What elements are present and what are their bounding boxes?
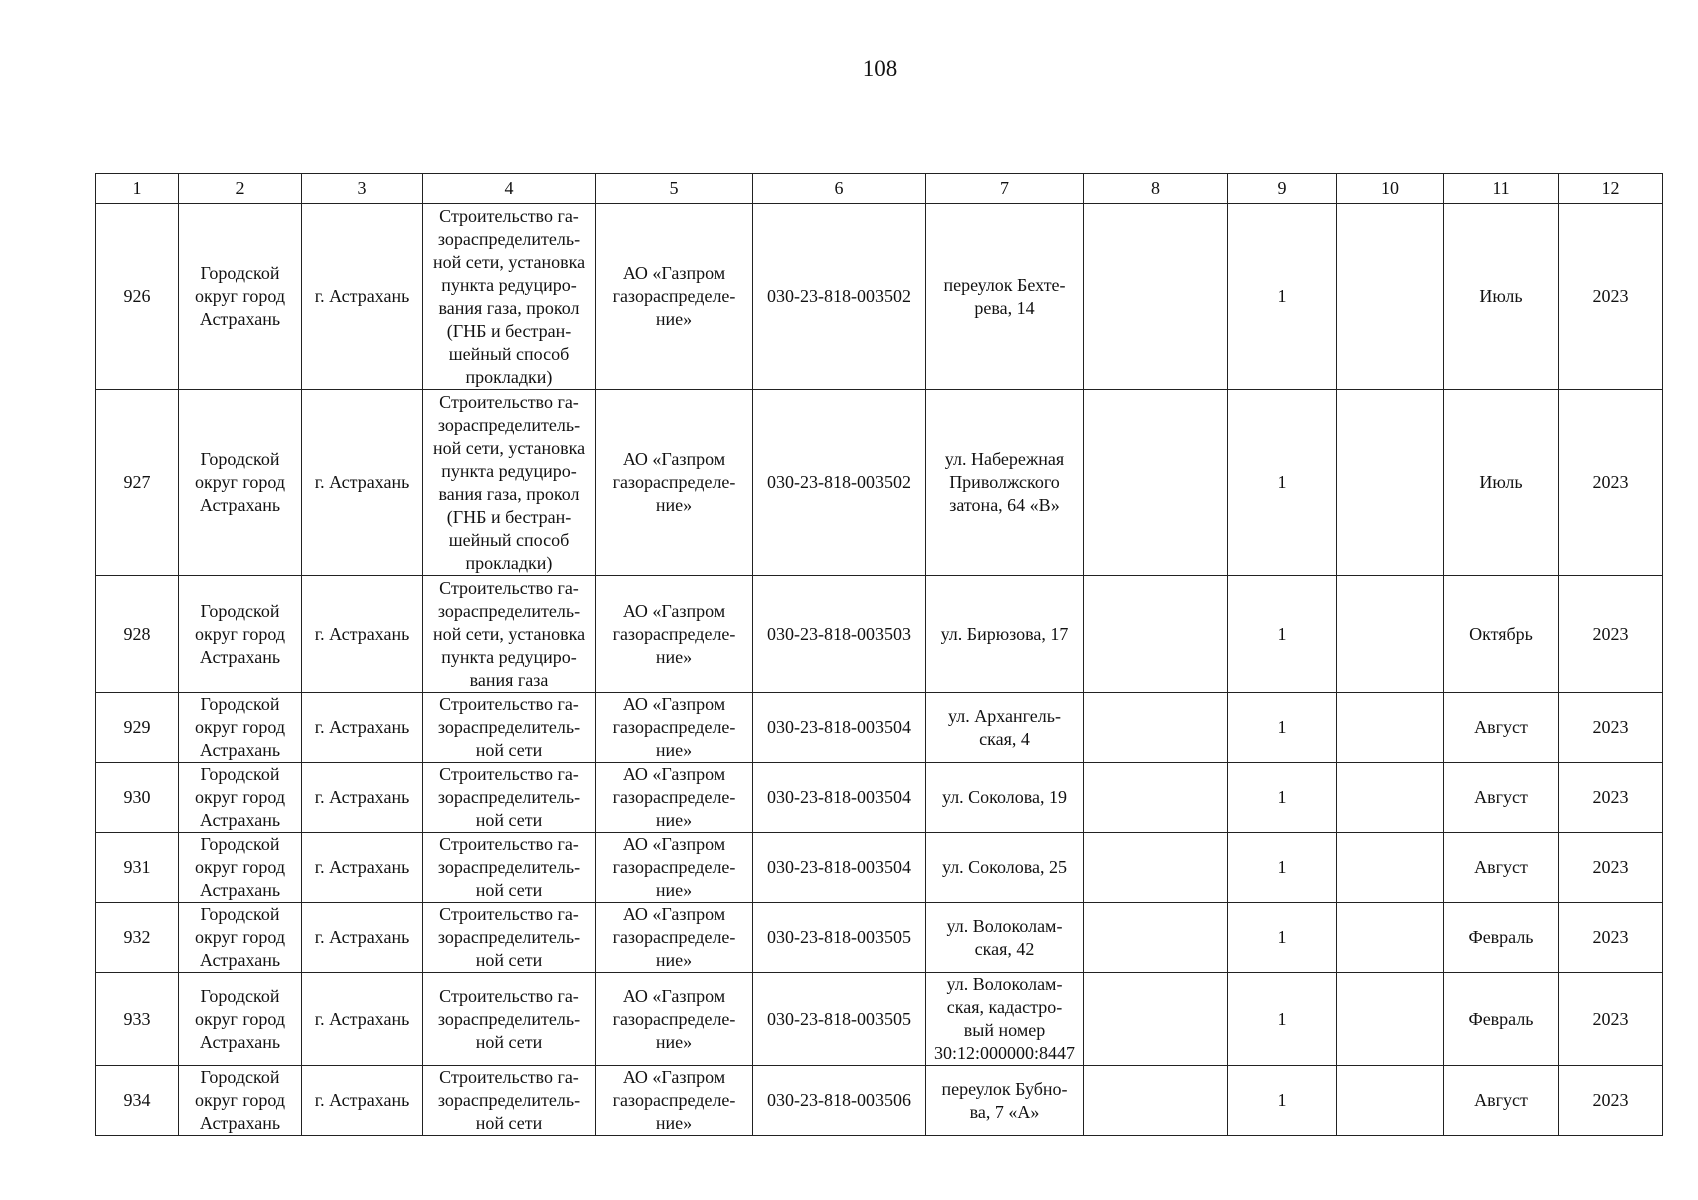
col10-cell xyxy=(1337,693,1444,763)
col9-cell: 1 xyxy=(1228,693,1337,763)
city-cell: г. Астрахань xyxy=(302,576,423,693)
row-number: 929 xyxy=(96,693,179,763)
year-cell: 2023 xyxy=(1559,693,1663,763)
year-cell: 2023 xyxy=(1559,204,1663,390)
code-cell: 030-23-818-003504 xyxy=(753,833,926,903)
work-cell: Строительство га- зораспределитель- ной сети xyxy=(423,903,596,973)
district-cell: Городской округ город Астрахань xyxy=(179,833,302,903)
code-cell: 030-23-818-003505 xyxy=(753,903,926,973)
column-header: 4 xyxy=(423,174,596,204)
col10-cell xyxy=(1337,973,1444,1066)
month-cell: Август xyxy=(1444,833,1559,903)
row-number: 934 xyxy=(96,1066,179,1136)
work-cell: Строительство га- зораспределитель- ной сети xyxy=(423,693,596,763)
row-number: 932 xyxy=(96,903,179,973)
column-header: 9 xyxy=(1228,174,1337,204)
year-cell: 2023 xyxy=(1559,390,1663,576)
district-cell: Городской округ город Астрахань xyxy=(179,973,302,1066)
col8-cell xyxy=(1084,693,1228,763)
column-header: 5 xyxy=(596,174,753,204)
address-cell: ул. Соколова, 19 xyxy=(926,763,1084,833)
page-number: 108 xyxy=(862,56,898,81)
org-cell: АО «Газпром газораспределе- ние» xyxy=(596,973,753,1066)
address-cell: ул. Волоколам- ская, 42 xyxy=(926,903,1084,973)
city-cell: г. Астрахань xyxy=(302,693,423,763)
col9-cell: 1 xyxy=(1228,763,1337,833)
table-row xyxy=(96,390,1663,576)
column-header: 2 xyxy=(179,174,302,204)
address-cell: ул. Набережная Приволжского затона, 64 «В» xyxy=(926,390,1084,576)
col8-cell xyxy=(1084,1066,1228,1136)
org-cell: АО «Газпром газораспределе- ние» xyxy=(596,390,753,576)
register-table xyxy=(95,173,1663,1136)
work-cell: Строительство га- зораспределитель- ной сети xyxy=(423,1066,596,1136)
col9-cell: 1 xyxy=(1228,390,1337,576)
district-cell: Городской округ город Астрахань xyxy=(179,204,302,390)
col8-cell xyxy=(1084,576,1228,693)
code-cell: 030-23-818-003505 xyxy=(753,973,926,1066)
district-cell: Городской округ город Астрахань xyxy=(179,1066,302,1136)
code-cell: 030-23-818-003504 xyxy=(753,693,926,763)
district-cell: Городской округ город Астрахань xyxy=(179,763,302,833)
year-cell: 2023 xyxy=(1559,576,1663,693)
city-cell: г. Астрахань xyxy=(302,204,423,390)
city-cell: г. Астрахань xyxy=(302,763,423,833)
col8-cell xyxy=(1084,390,1228,576)
year-cell: 2023 xyxy=(1559,1066,1663,1136)
month-cell: Август xyxy=(1444,693,1559,763)
col9-cell: 1 xyxy=(1228,576,1337,693)
col10-cell xyxy=(1337,204,1444,390)
table-row xyxy=(96,204,1663,390)
city-cell: г. Астрахань xyxy=(302,833,423,903)
address-cell: переулок Бубно- ва, 7 «А» xyxy=(926,1066,1084,1136)
district-cell: Городской округ город Астрахань xyxy=(179,903,302,973)
city-cell: г. Астрахань xyxy=(302,903,423,973)
table-row xyxy=(96,1066,1663,1136)
col9-cell: 1 xyxy=(1228,833,1337,903)
column-header: 8 xyxy=(1084,174,1228,204)
org-cell: АО «Газпром газораспределе- ние» xyxy=(596,576,753,693)
district-cell: Городской округ город Астрахань xyxy=(179,390,302,576)
row-number: 933 xyxy=(96,973,179,1066)
col10-cell xyxy=(1337,903,1444,973)
org-cell: АО «Газпром газораспределе- ние» xyxy=(596,1066,753,1136)
month-cell: Август xyxy=(1444,1066,1559,1136)
month-cell: Июль xyxy=(1444,390,1559,576)
column-header: 12 xyxy=(1559,174,1663,204)
column-header: 1 xyxy=(96,174,179,204)
row-number: 928 xyxy=(96,576,179,693)
district-cell: Городской округ город Астрахань xyxy=(179,693,302,763)
work-cell: Строительство га- зораспределитель- ной сети xyxy=(423,763,596,833)
org-cell: АО «Газпром газораспределе- ние» xyxy=(596,204,753,390)
address-cell: ул. Соколова, 25 xyxy=(926,833,1084,903)
table-row xyxy=(96,693,1663,763)
header-row xyxy=(96,174,1663,204)
col8-cell xyxy=(1084,763,1228,833)
row-number: 931 xyxy=(96,833,179,903)
address-cell: переулок Бехте- рева, 14 xyxy=(926,204,1084,390)
column-header: 10 xyxy=(1337,174,1444,204)
col9-cell: 1 xyxy=(1228,973,1337,1066)
col8-cell xyxy=(1084,833,1228,903)
table-row xyxy=(96,903,1663,973)
table-row xyxy=(96,763,1663,833)
column-header: 3 xyxy=(302,174,423,204)
row-number: 926 xyxy=(96,204,179,390)
month-cell: Август xyxy=(1444,763,1559,833)
col10-cell xyxy=(1337,390,1444,576)
col9-cell: 1 xyxy=(1228,1066,1337,1136)
month-cell: Октябрь xyxy=(1444,576,1559,693)
org-cell: АО «Газпром газораспределе- ние» xyxy=(596,763,753,833)
address-cell: ул. Бирюзова, 17 xyxy=(926,576,1084,693)
work-cell: Строительство га- зораспределитель- ной сети, установка пункта редуциро- вания газа xyxy=(423,576,596,693)
month-cell: Февраль xyxy=(1444,973,1559,1066)
code-cell: 030-23-818-003502 xyxy=(753,390,926,576)
org-cell: АО «Газпром газораспределе- ние» xyxy=(596,833,753,903)
city-cell: г. Астрахань xyxy=(302,1066,423,1136)
year-cell: 2023 xyxy=(1559,763,1663,833)
row-number: 930 xyxy=(96,763,179,833)
col10-cell xyxy=(1337,763,1444,833)
col9-cell: 1 xyxy=(1228,903,1337,973)
col10-cell xyxy=(1337,1066,1444,1136)
col8-cell xyxy=(1084,973,1228,1066)
year-cell: 2023 xyxy=(1559,833,1663,903)
code-cell: 030-23-818-003506 xyxy=(753,1066,926,1136)
city-cell: г. Астрахань xyxy=(302,390,423,576)
row-number: 927 xyxy=(96,390,179,576)
month-cell: Февраль xyxy=(1444,903,1559,973)
code-cell: 030-23-818-003502 xyxy=(753,204,926,390)
code-cell: 030-23-818-003503 xyxy=(753,576,926,693)
column-header: 11 xyxy=(1444,174,1559,204)
work-cell: Строительство га- зораспределитель- ной сети, установка пункта редуциро- вания газа, прокол (ГНБ и бестран- шейный способ прокладки) xyxy=(423,390,596,576)
org-cell: АО «Газпром газораспределе- ние» xyxy=(596,903,753,973)
address-cell: ул. Волоколам- ская, кадастро- вый номер 30:12:000000:8447 xyxy=(926,973,1084,1066)
month-cell: Июль xyxy=(1444,204,1559,390)
col10-cell xyxy=(1337,576,1444,693)
col9-cell: 1 xyxy=(1228,204,1337,390)
work-cell: Строительство га- зораспределитель- ной сети, установка пункта редуциро- вания газа, прокол (ГНБ и бестран- шейный способ прокладки) xyxy=(423,204,596,390)
district-cell: Городской округ город Астрахань xyxy=(179,576,302,693)
table-row xyxy=(96,833,1663,903)
address-cell: ул. Архангель- ская, 4 xyxy=(926,693,1084,763)
table-row xyxy=(96,973,1663,1066)
work-cell: Строительство га- зораспределитель- ной сети xyxy=(423,833,596,903)
year-cell: 2023 xyxy=(1559,903,1663,973)
col8-cell xyxy=(1084,204,1228,390)
column-header: 6 xyxy=(753,174,926,204)
table-row xyxy=(96,576,1663,693)
work-cell: Строительство га- зораспределитель- ной сети xyxy=(423,973,596,1066)
col8-cell xyxy=(1084,903,1228,973)
col10-cell xyxy=(1337,833,1444,903)
code-cell: 030-23-818-003504 xyxy=(753,763,926,833)
org-cell: АО «Газпром газораспределе- ние» xyxy=(596,693,753,763)
city-cell: г. Астрахань xyxy=(302,973,423,1066)
year-cell: 2023 xyxy=(1559,973,1663,1066)
column-header: 7 xyxy=(926,174,1084,204)
